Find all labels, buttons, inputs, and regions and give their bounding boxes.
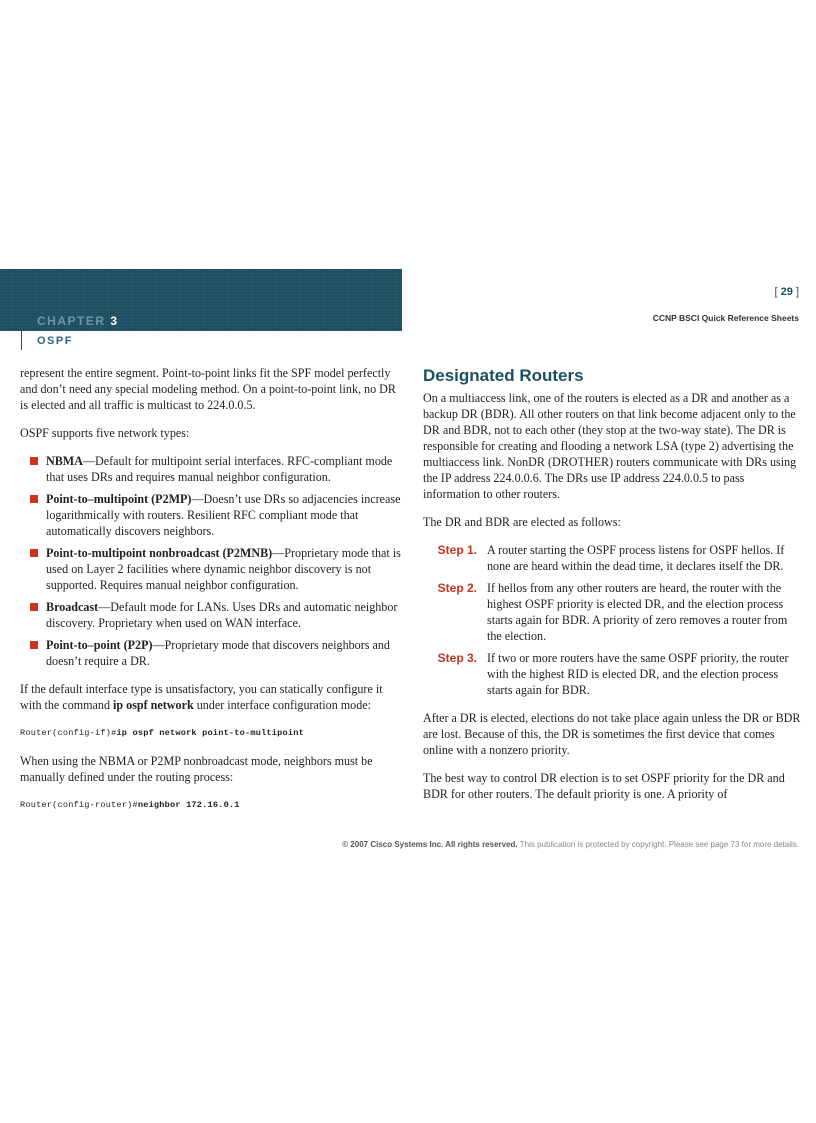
page-number <box>775 286 800 298</box>
right-paragraph-3: After a DR is elected, elections do not take place again unless the DR or BDR are lost. Because of this, the DR is sometimes the first device that comes online with a nonzero priority. <box>423 711 801 757</box>
list-item-desc: —Proprietary mode that discovers neighbors and doesn’t require a DR. <box>46 638 390 668</box>
list-item-desc: —Proprietary mode that is used on Layer 2 facilities where dynamic neighbor discovery is not supported. Requires manual neighbor configuration. <box>46 546 401 592</box>
section-divider <box>21 331 22 350</box>
list-item <box>20 491 402 539</box>
code-command: neighbor 172.16.0.1 <box>137 800 240 810</box>
bullet-square-icon <box>30 641 38 649</box>
code-prompt: Router(config-if)# <box>20 728 117 738</box>
left-paragraph-2: OSPF supports five network types: <box>20 426 190 440</box>
bullet-square-icon <box>30 495 38 503</box>
network-types-list <box>20 453 402 669</box>
section-heading: Designated Routers <box>423 366 584 385</box>
copyright-text: © 2007 Cisco Systems Inc. All rights reserved. <box>342 840 518 849</box>
left-paragraph-4: When using the NBMA or P2MP nonbroadcast mode, neighbors must be manually defined under the routing process: <box>20 754 373 784</box>
step-label: Step 3. <box>437 651 477 665</box>
step-item <box>423 580 803 644</box>
page-bracket-right: ] <box>795 286 799 298</box>
copyright-footer <box>342 840 799 849</box>
list-item-term: NBMA <box>46 454 83 468</box>
election-steps <box>423 542 803 698</box>
code-command: ip ospf network point-to-multipoint <box>116 728 304 738</box>
chapter-word: CHAPTER <box>37 314 106 328</box>
list-item-term: Point-to–point (P2P) <box>46 638 153 652</box>
step-item <box>423 542 803 574</box>
left-paragraph-3 <box>20 681 402 713</box>
code-prompt: Router(config-router)# <box>20 800 138 810</box>
book-title: CCNP BSCI Quick Reference Sheets <box>652 313 799 323</box>
bullet-square-icon <box>30 457 38 465</box>
code-line-1 <box>20 725 402 741</box>
right-paragraph-4: The best way to control DR election is to set OSPF priority for the DR and BDR for other routers. The default priority is one. A priority of <box>423 771 785 801</box>
step-text: If hellos from any other routers are heard, the router with the highest OSPF priority is elected DR, and the election process starts again for BDR. A priority of zero removes a router from the election. <box>487 581 788 643</box>
list-item <box>20 599 402 631</box>
code-line-2 <box>20 797 402 813</box>
page-number-value: 29 <box>780 286 793 298</box>
step-text: A router starting the OSPF process listens for OSPF hellos. If none are heard within the dead time, it declares itself the DR. <box>487 543 785 573</box>
list-item-desc: —Default for multipoint serial interfaces. RFC-compliant mode that uses DRs and requires manual neighbor configuration. <box>46 454 393 484</box>
list-item-term: Broadcast <box>46 600 99 614</box>
chapter-number: 3 <box>110 314 119 328</box>
list-item <box>20 545 402 593</box>
step-label: Step 1. <box>437 543 477 557</box>
copyright-notice: This publication is protected by copyright. Please see page 73 for more details. <box>517 840 799 849</box>
right-paragraph-2: The DR and BDR are elected as follows: <box>423 515 621 529</box>
list-item-desc: —Default mode for LANs. Uses DRs and automatic neighbor discovery. Proprietary when used on WAN interface. <box>46 600 398 630</box>
step-text: If two or more routers have the same OSPF priority, the router with the highest RID is elected DR, and the election process starts again for BDR. <box>487 651 789 697</box>
step-label: Step 2. <box>437 581 477 595</box>
list-item <box>20 637 402 669</box>
section-title: OSPF <box>37 335 73 347</box>
list-item <box>20 453 402 485</box>
left-paragraph-1: represent the entire segment. Point-to-point links fit the SPF model perfectly and don’t need any special modeling method. On a point-to-point link, no DR is elected and all traffic is multicast to 224.0.0.5. <box>20 366 396 412</box>
p3-pre: If the default interface type is unsatisfactory, you can statically configure it with the command <box>20 682 383 712</box>
step-item <box>423 650 803 698</box>
right-paragraph-1: On a multiaccess link, one of the routers is elected as a DR and another as a backup DR (BDR). All other routers on that link become adjacent only to the DR and BDR, not to each other (they stop at the two-way state). The DR is responsible for creating and flooding a network LSA (type 2) advertising the multiaccess link. NonDR (DROTHER) routers communicate with DRs using the IP address 224.0.0.6. The DRs use IP address 224.0.0.5 to pass information to other routers. <box>423 391 797 501</box>
right-column <box>423 366 803 814</box>
p3-post: under interface configuration mode: <box>193 698 371 712</box>
command-name: ip ospf network <box>113 698 194 712</box>
list-item-term: Point-to-multipoint nonbroadcast (P2MNB) <box>46 546 273 560</box>
bullet-square-icon <box>30 603 38 611</box>
chapter-label <box>37 314 119 328</box>
bullet-square-icon <box>30 549 38 557</box>
left-column <box>20 365 402 825</box>
list-item-desc: —Doesn’t use DRs so adjacencies increase logarithmically with routers. Resilient RFC compliant mode that automatically discovers neighbors. <box>46 492 401 538</box>
page-bracket-left: [ <box>774 286 778 298</box>
list-item-term: Point-to–multipoint (P2MP) <box>46 492 192 506</box>
